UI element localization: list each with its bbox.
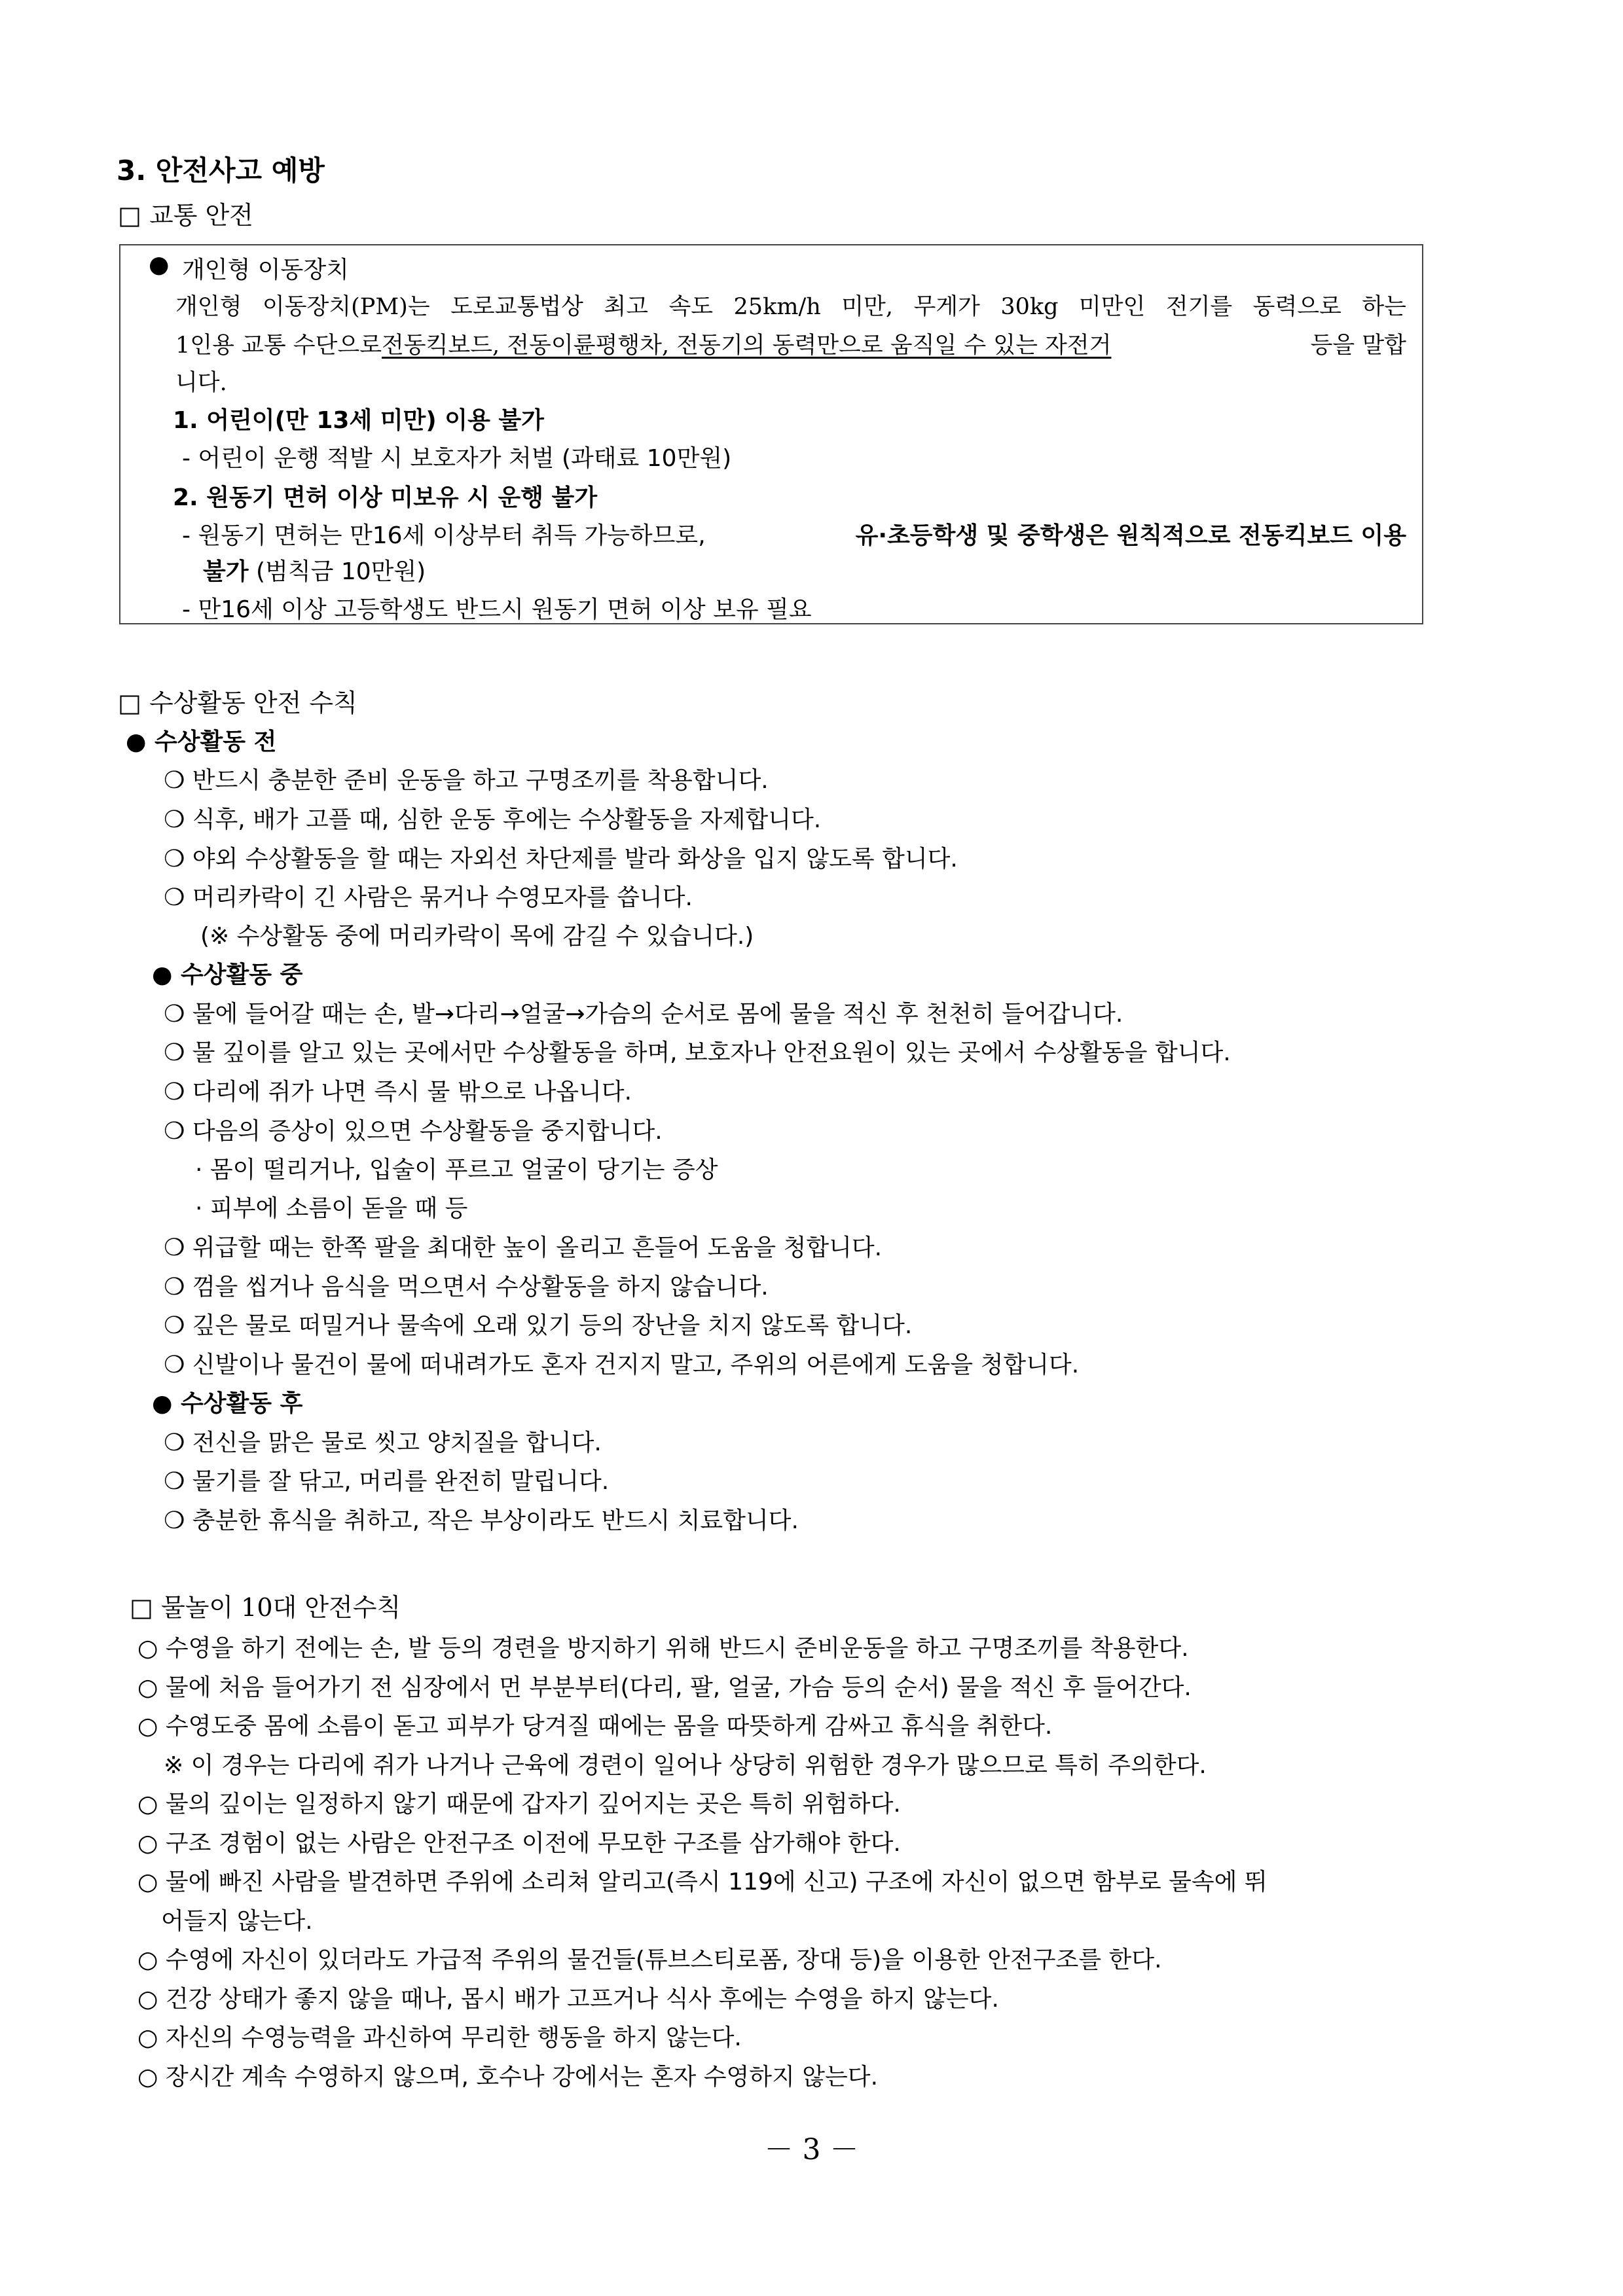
water-during-title: ● 수상활동 중 [152,961,303,988]
list-item: ❍ 다리에 쥐가 나면 즉시 물 밖으로 나옵니다. [164,1079,632,1105]
rule-item: ○ 수영에 자신이 있더라도 가급적 주위의 물건들(튜브스티로폼, 장대 등)을 이용한 안전구조를 한다. [137,1946,1162,1973]
list-item: ❍ 물기를 잘 닦고, 머리를 완전히 말립니다. [164,1468,610,1495]
rule2-detail-a: - 원동기 면허는 만16세 이상부터 취득 가능하므로, [182,522,706,549]
water-heading: □ 수상활동 안전 수칙 [118,689,357,717]
list-item: ❍ 신발이나 물건이 물에 떠내려가도 혼자 건지지 말고, 주위의 어른에게 도움을 청합니다. [164,1352,1080,1378]
pm-title: 개인형 이동장치 [182,257,349,283]
water-before-title: ● 수상활동 전 [126,728,277,755]
rule-item: ○ 구조 경험이 없는 사람은 안전구조 이전에 무모한 구조를 삼가해야 한다. [137,1830,901,1857]
list-item: ❍ 깊은 물로 떠밀거나 물속에 오래 있기 등의 장난을 치지 않도록 합니다. [164,1312,913,1339]
note-text: (※ 수상활동 중에 머리카락이 목에 감길 수 있습니다.) [200,923,754,950]
rule-item: ○ 수영을 하기 전에는 손, 발 등의 경련을 방지하기 위해 반드시 준비운동을 하고 구명조끼를 착용한다. [137,1635,1189,1662]
pm-desc-line2 [175,327,1406,360]
rule2-detail-b: (범칙금 10만원) [248,558,426,585]
rule-item-cont: 어들지 않는다. [161,1908,313,1935]
pm-desc-line3: 니다. [175,370,227,396]
play-heading: □ 물놀이 10대 안전수칙 [130,1593,401,1622]
rule-item: ○ 장시간 계속 수영하지 않으며, 호수나 강에서는 혼자 수영하지 않는다. [137,2064,879,2090]
water-after-title: ● 수상활동 후 [152,1390,303,1417]
list-item: ❍ 물 깊이를 알고 있는 곳에서만 수상활동을 하며, 보호자나 안전요원이 있는 곳에서 수상활동을 합니다. [164,1039,1231,1066]
list-item: ❍ 껌을 씹거나 음식을 먹으면서 수상활동을 하지 않습니다. [164,1274,769,1300]
list-item: ❍ 충분한 휴식을 취하고, 작은 부상이라도 반드시 치료합니다. [164,1507,799,1534]
list-item: ❍ 물에 들어갈 때는 손, 발→다리→얼굴→가슴의 순서로 몸에 물을 적신 후 천천히 들어갑니다. [164,1001,1123,1028]
list-item: ❍ 야외 수상활동을 할 때는 자외선 차단제를 발라 화상을 입지 않도록 합니다. [164,846,958,872]
pm-desc-underline: 전동킥보드, 전동이륜평행차, 전동기의 동력만으로 움직일 수 있는 자전거 [382,332,1112,359]
rule2-detail-bold2: 불가 [203,558,249,585]
pm-desc-line1: 개인형 이동장치(PM)는 도로교통법상 최고 속도 25km/h 미만, 무게가 30kg 미만인 전기를 동력으로 하는 [175,294,1406,320]
traffic-heading: □ 교통 안전 [118,201,253,230]
rule2-detail-cont [203,553,426,586]
list-item: ❍ 위급할 때는 한쪽 팔을 최대한 높이 올리고 흔들어 도움을 청합니다. [164,1234,883,1261]
rule-item: ○ 물에 빠진 사람을 발견하면 주위에 소리쳐 알리고(즉시 119에 신고) 구조에 자신이 없으면 함부로 물속에 뛰 [137,1869,1267,1895]
rule-note: ※ 이 경우는 다리에 쥐가 나거나 근육에 경련이 일어나 상당히 위험한 경우가 많으므로 특히 주의한다. [164,1752,1207,1779]
symptom-item: · 피부에 소름이 돋을 때 등 [195,1195,468,1222]
pm-desc-line2-a: 1인용 교통 수단으로 [175,332,382,359]
pm-bullet [149,251,169,278]
rule-item: ○ 자신의 수영능력을 과신하여 무리한 행동을 하지 않는다. [137,2024,742,2051]
section-title: 3. 안전사고 예방 [117,154,325,187]
rule1-title: 1. 어린이(만 13세 미만) 이용 불가 [173,407,544,434]
rule2-detail-bold: 유·초등학생 및 중학생은 원칙적으로 전동킥보드 이용 [855,522,1406,549]
rule2-detail [182,517,1406,550]
list-item: ❍ 머리카락이 긴 사람은 묶거나 수영모자를 씁니다. [164,884,693,911]
rule2-title: 2. 원동기 면허 이상 미보유 시 운행 불가 [173,484,598,511]
bullet-icon: ● [149,251,170,278]
rule-item: ○ 건강 상태가 좋지 않을 때나, 몹시 배가 고프거나 식사 후에는 수영을 하지 않는다. [137,1986,999,2013]
page-number: － 3 － [764,2133,859,2166]
list-item: ❍ 반드시 충분한 준비 운동을 하고 구명조끼를 착용합니다. [164,767,769,794]
rule-item: ○ 수영도중 몸에 소름이 돋고 피부가 당겨질 때에는 몸을 따뜻하게 감싸고 휴식을 취한다. [137,1713,1053,1740]
list-item: ❍ 전신을 맑은 물로 씻고 양치질을 합니다. [164,1429,602,1456]
rule-item: ○ 물의 깊이는 일정하지 않기 때문에 갑자기 깊어지는 곳은 특히 위험하다. [137,1791,901,1818]
rule-item: ○ 물에 처음 들어가기 전 심장에서 먼 부분부터(다리, 팔, 얼굴, 가슴 등의 순서) 물을 적신 후 들어간다. [137,1674,1192,1701]
list-item: ❍ 식후, 배가 고플 때, 심한 운동 후에는 수상활동을 자제합니다. [164,806,822,833]
list-item: ❍ 다음의 증상이 있으면 수상활동을 중지합니다. [164,1118,663,1145]
rule1-detail: - 어린이 운행 적발 시 보호자가 처벌 (과태료 10만원) [182,445,732,472]
symptom-item: · 몸이 떨리거나, 입술이 푸르고 얼굴이 당기는 증상 [195,1157,718,1183]
pm-desc-line2-b: 등을 말합 [1310,332,1406,359]
rule2-detail2: - 만16세 이상 고등학생도 반드시 원동기 면허 이상 보유 필요 [182,596,812,623]
